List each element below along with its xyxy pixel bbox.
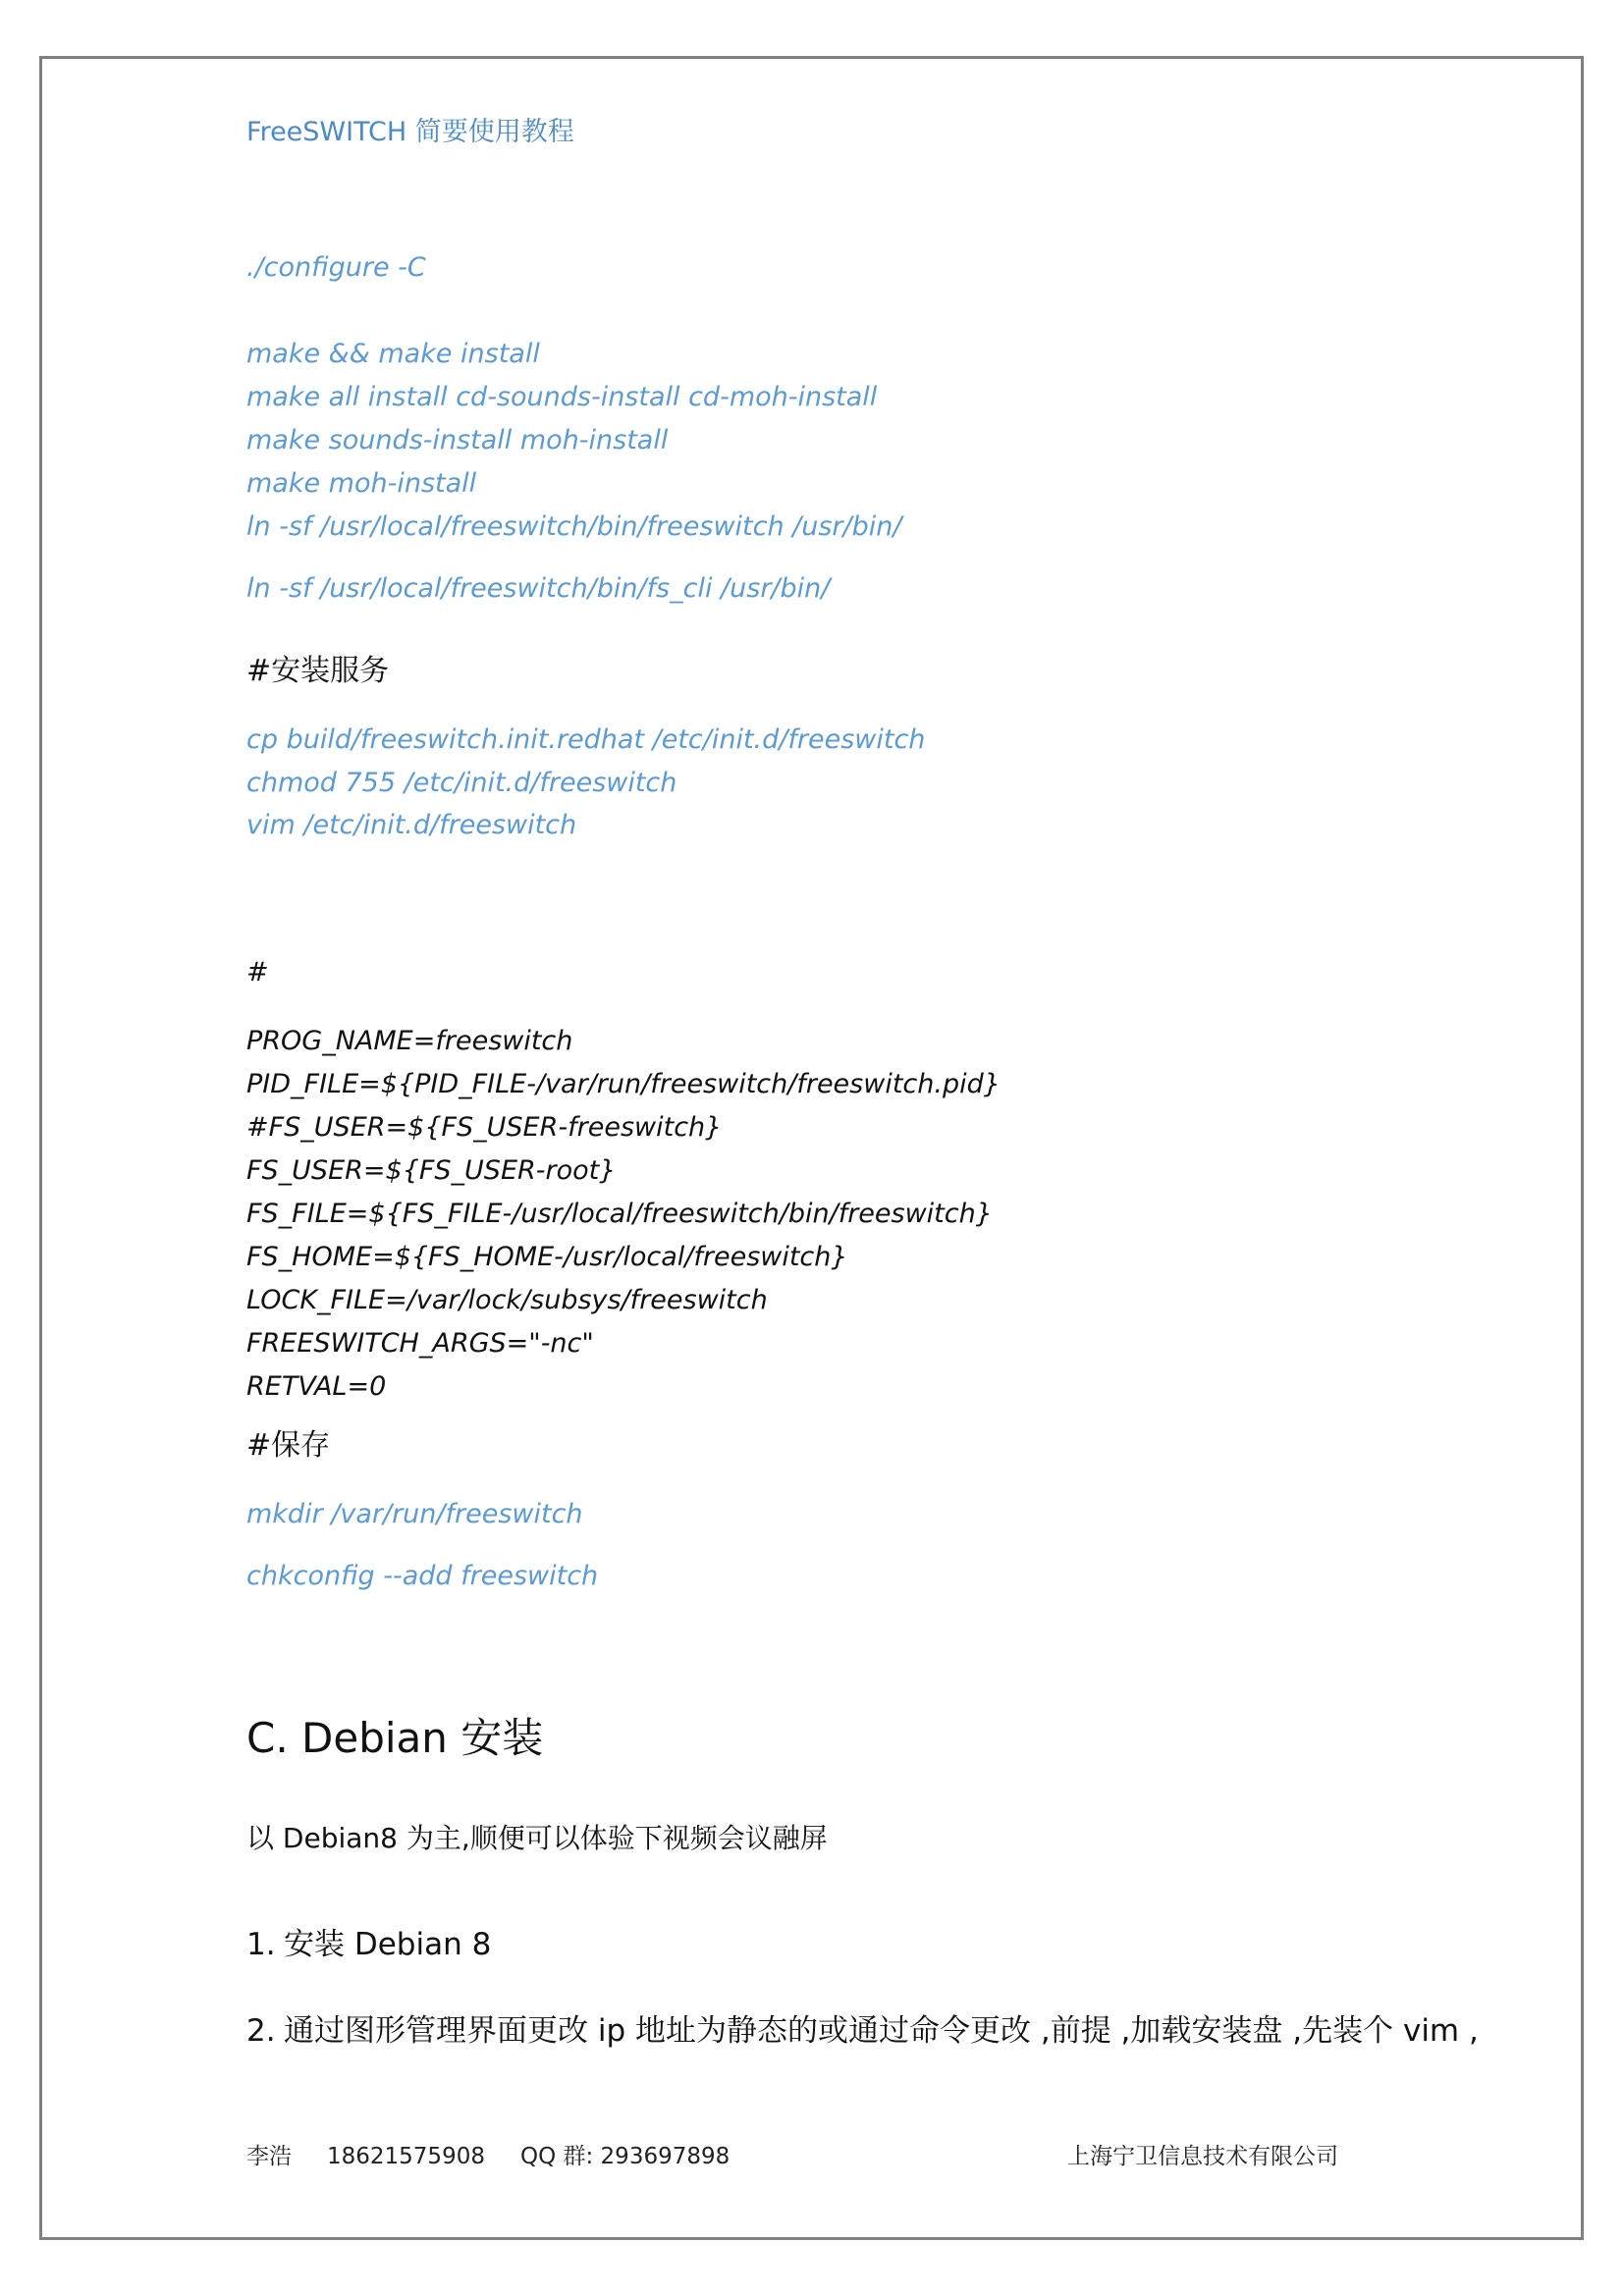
section-intro: 以 Debian8 为主,顺便可以体验下视频会议融屏: [246, 1822, 828, 1854]
list-item-text: 安装 Debian 8: [284, 1927, 492, 1962]
config-line: #FS_USER=${FS_USER-freeswitch}: [246, 1112, 723, 1143]
list-item: [246, 1927, 492, 1962]
cmd-chkconfig: chkconfig --add freeswitch: [246, 1561, 599, 1591]
config-line: FS_HOME=${FS_HOME-/usr/local/freeswitch}: [246, 1242, 848, 1272]
service-comment: #安装服务: [246, 654, 390, 688]
footer-contact: [246, 2146, 765, 2168]
save-comment: #保存: [246, 1428, 331, 1463]
cmd-ln-freeswitch: ln -sf /usr/local/freeswitch/bin/freeswitch /usr/bin/: [246, 511, 902, 542]
config-line: PID_FILE=${PID_FILE-/var/run/freeswitch/freeswitch.pid}: [246, 1069, 1001, 1099]
cmd-mkdir: mkdir /var/run/freeswitch: [246, 1499, 583, 1529]
cmd-chmod-init: chmod 755 /etc/init.d/freeswitch: [246, 768, 677, 798]
config-line: FS_FILE=${FS_FILE-/usr/local/freeswitch/bin/freeswitch}: [246, 1199, 993, 1229]
config-line: FREESWITCH_ARGS="-nc": [246, 1328, 594, 1359]
list-item-number: 2.: [246, 2013, 276, 2049]
footer-qq-group: QQ 群: 293697898: [519, 2144, 731, 2169]
cmd-make-install: make && make install: [246, 339, 540, 369]
hash-line: #: [246, 957, 269, 988]
cmd-cp-init: cp build/freeswitch.init.redhat /etc/init.d/freeswitch: [246, 724, 926, 755]
section-heading: C. Debian 安装: [246, 1714, 544, 1762]
config-line: PROG_NAME=freeswitch: [246, 1026, 573, 1056]
list-item: [246, 2013, 1479, 2049]
cmd-vim-init: vim /etc/init.d/freeswitch: [246, 810, 577, 840]
cmd-make-all-install: make all install cd-sounds-install cd-moh-install: [246, 382, 878, 412]
cmd-make-moh-install: make moh-install: [246, 468, 477, 499]
document-header-title: FreeSWITCH 简要使用教程: [246, 117, 574, 147]
cmd-make-sounds-install: make sounds-install moh-install: [246, 425, 669, 455]
config-line: FS_USER=${FS_USER-root}: [246, 1155, 617, 1186]
list-item-text: 通过图形管理界面更改 ip 地址为静态的或通过命令更改 ,前提 ,加载安装盘 ,先装个 vim ,: [284, 2013, 1479, 2049]
footer-phone: 18621575908: [327, 2144, 485, 2169]
cmd-ln-fs-cli: ln -sf /usr/local/freeswitch/bin/fs_cli /usr/bin/: [246, 573, 831, 604]
config-line: LOCK_FILE=/var/lock/subsys/freeswitch: [246, 1285, 768, 1315]
cmd-configure: ./configure -C: [246, 252, 426, 283]
list-item-number: 1.: [246, 1927, 276, 1962]
config-line: RETVAL=0: [246, 1371, 387, 1402]
footer-author: 李浩: [246, 2144, 292, 2169]
footer-company: 上海宁卫信息技术有限公司: [1067, 2144, 1338, 2169]
